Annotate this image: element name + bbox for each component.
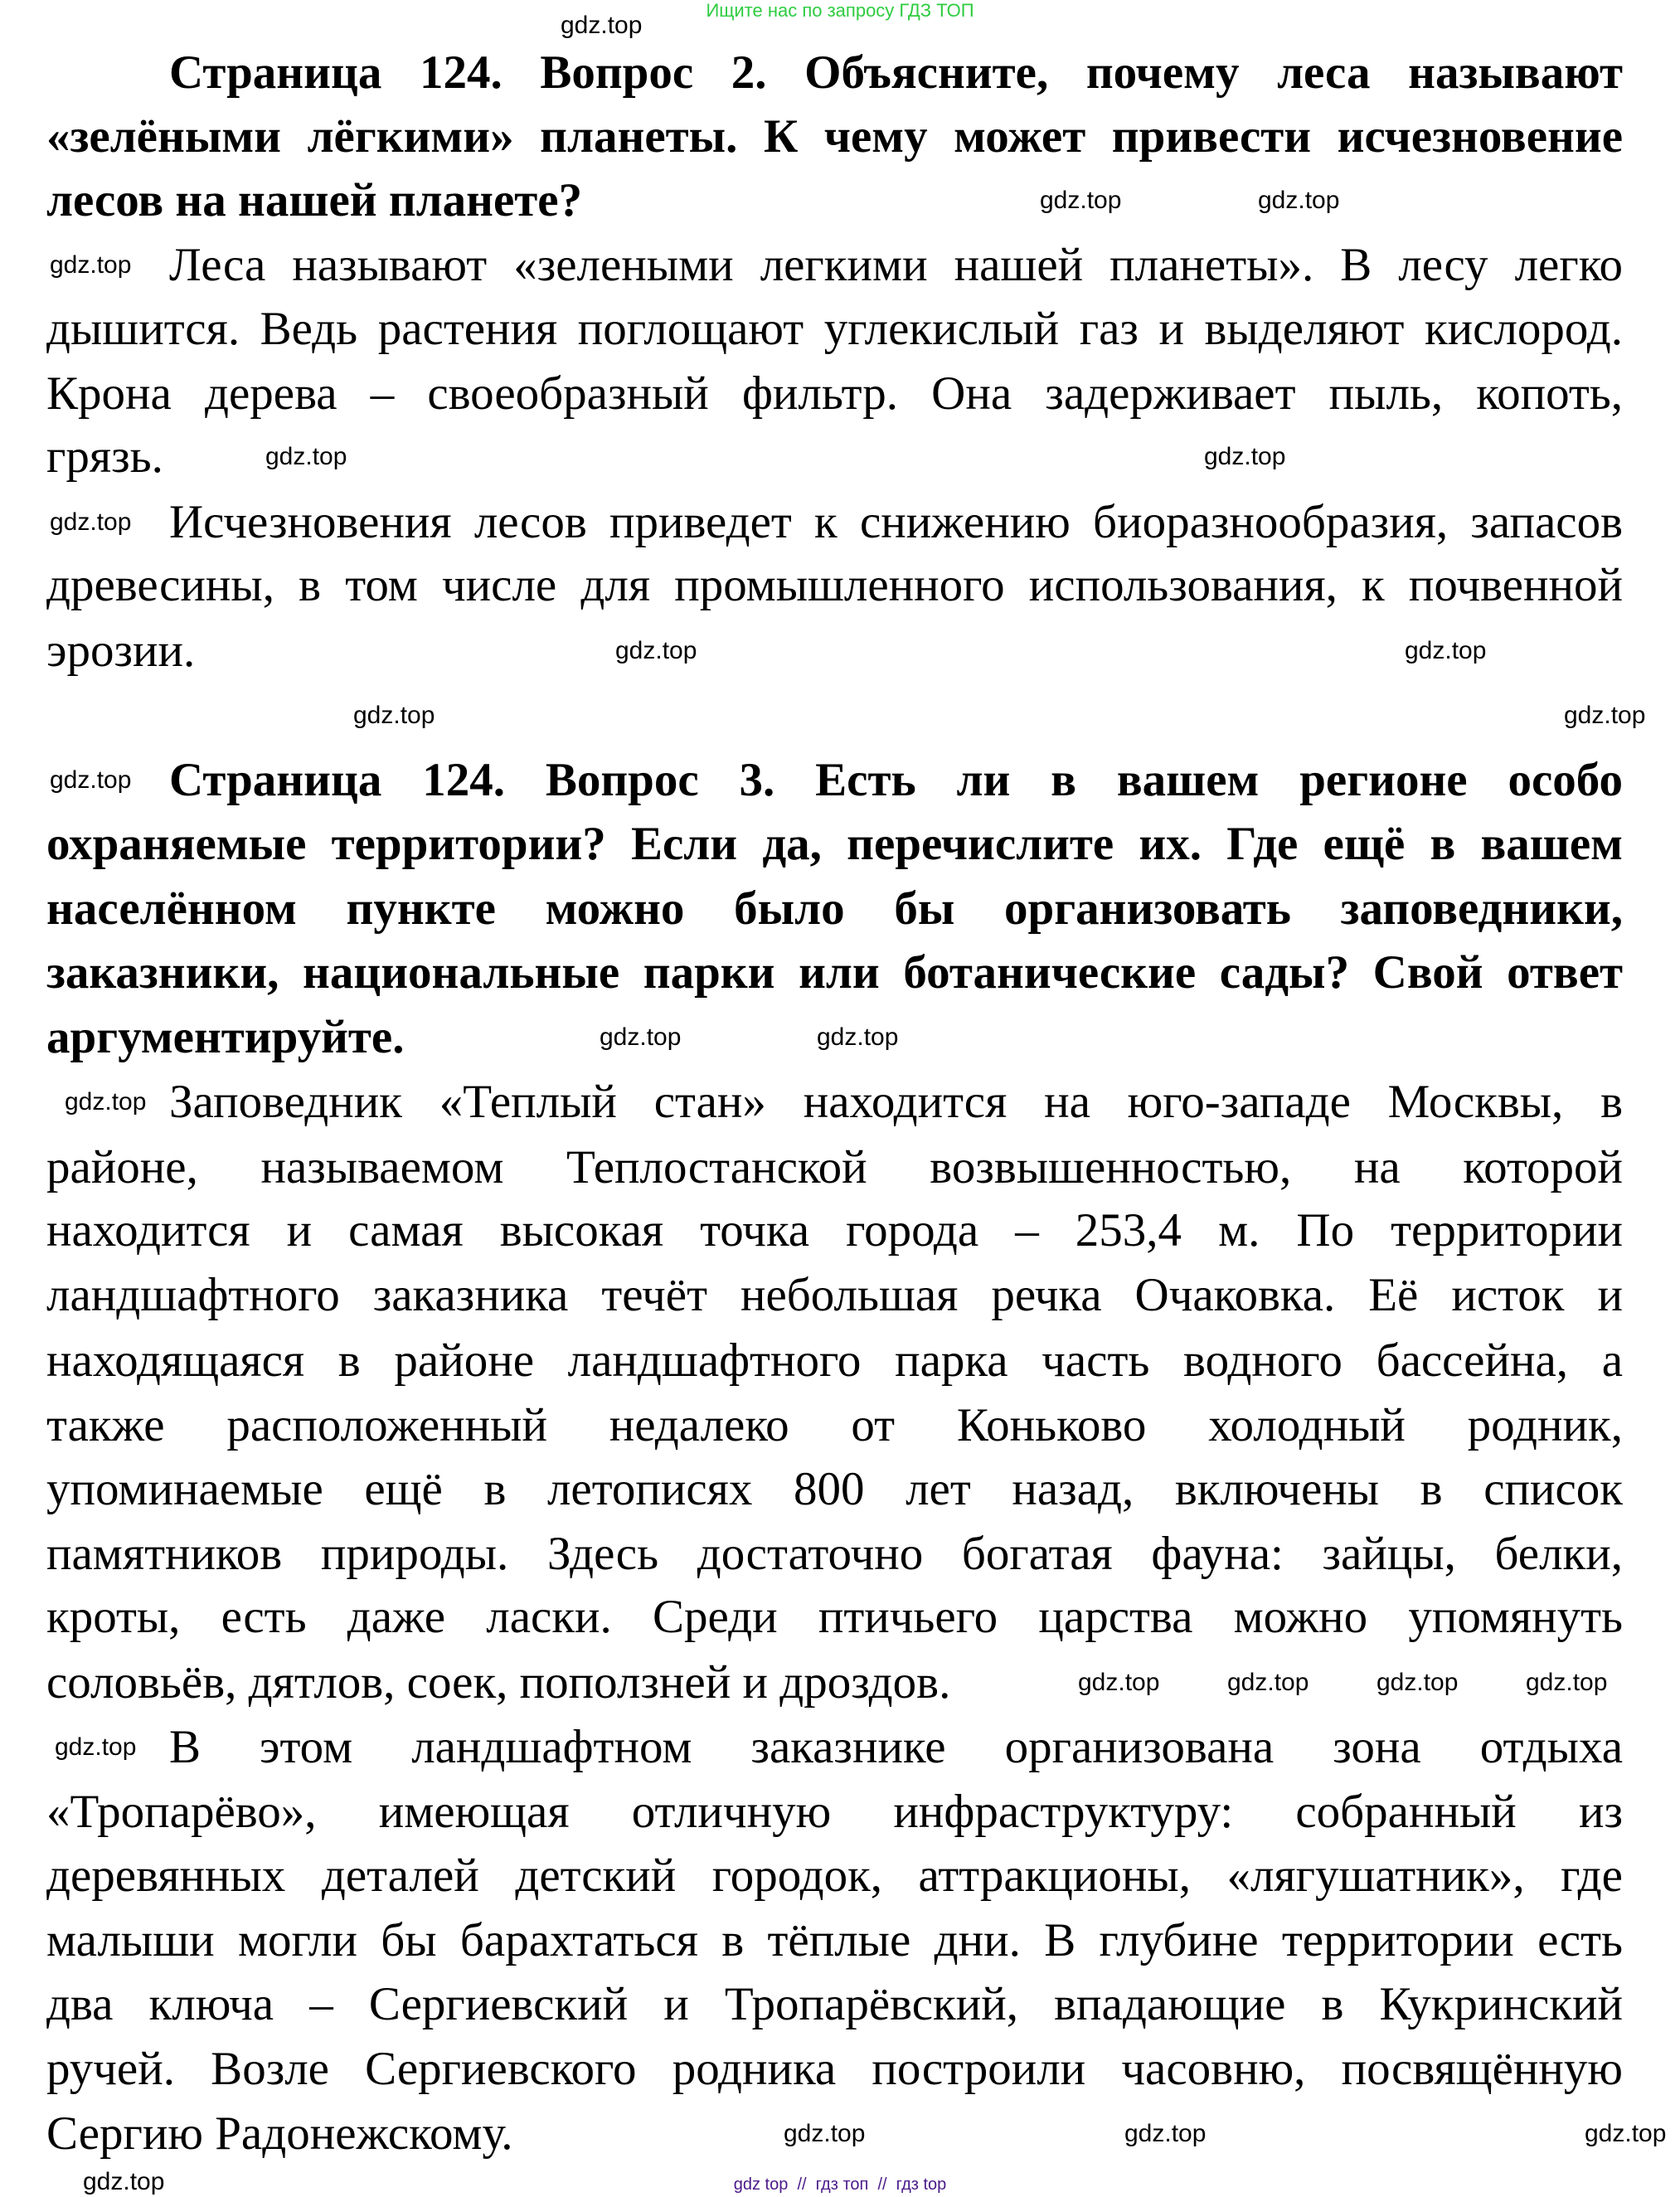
watermark: gdz.top [1258, 187, 1340, 214]
watermark: gdz.top [1564, 702, 1646, 729]
text-line: В этом ландшафтном заказнике организована зона отдыха [169, 1721, 1623, 1773]
text-line: эрозии. [46, 625, 196, 677]
watermark: gdz.top [1227, 1669, 1309, 1696]
watermark: gdz.top [265, 443, 347, 470]
text-line: деревянных деталей детский городок, аттракционы, «лягушатник», где [46, 1849, 1623, 1902]
text-line: грязь. [46, 430, 163, 483]
text-line: лесов на нашей планете? [46, 174, 583, 226]
text-line: Страница 124. Вопрос 2. Объясните, почему леса называют [169, 46, 1623, 99]
text-line: упоминаемые ещё в летописях 800 лет назад, включены в список [46, 1463, 1623, 1515]
text-line: населённом пункте можно было бы организовать заповедники, [46, 882, 1623, 935]
watermark: gdz.top [55, 1733, 137, 1761]
text-line: аргументируйте. [46, 1011, 405, 1063]
text-line: ручей. Возле Сергиевского родника построили часовню, посвящённую [46, 2043, 1623, 2095]
watermark: gdz.top [1585, 2120, 1667, 2147]
text-line: соловьёв, дятлов, соек, поползней и дроздов. [46, 1656, 951, 1709]
watermark: gdz.top [600, 1023, 682, 1051]
watermark: gdz.top [817, 1023, 899, 1051]
text-line: «зелёными лёгкими» планеты. К чему может привести исчезновение [46, 110, 1623, 163]
text-line: находящаяся в районе ландшафтного парка часть водного бассейна, а [46, 1334, 1623, 1387]
text-line: охраняемые территории? Если да, перечислите их. Где ещё в вашем [46, 818, 1623, 870]
text-line: Леса называют «зелеными легкими нашей планеты». В лесу легко [169, 239, 1623, 291]
text-line: памятников природы. Здесь достаточно богатая фауна: зайцы, белки, [46, 1528, 1623, 1580]
text-line: ландшафтного заказника течёт небольшая речка Очаковка. Её исток и [46, 1269, 1623, 1321]
watermark: gdz.top [353, 702, 435, 729]
watermark: gdz.top [1526, 1669, 1608, 1696]
text-line: два ключа – Сергиевский и Тропарёвский, впадающие в Кукринский [46, 1978, 1623, 2030]
search-banner: Ищите нас по запросу ГДЗ ТОП [706, 0, 974, 21]
footer-links: gdz top // гдз топ // гдз top [733, 2175, 947, 2194]
watermark: gdz.top [1204, 443, 1286, 470]
watermark: gdz.top [65, 1088, 147, 1116]
text-line: древесины, в том числе для промышленного использования, к почвенной [46, 559, 1623, 611]
watermark: gdz.top [50, 766, 132, 794]
text-line: кроты, есть даже ласки. Среди птичьего царства можно упомянуть [46, 1591, 1623, 1643]
text-line: Страница 124. Вопрос 3. Есть ли в вашем регионе особо [169, 754, 1623, 806]
watermark: gdz.top [561, 12, 643, 39]
text-line: Исчезновения лесов приведет к снижению биоразнообразия, запасов [169, 496, 1623, 548]
watermark: gdz.top [50, 508, 132, 536]
watermark: gdz.top [1377, 1669, 1459, 1696]
text-line: также расположенный недалеко от Коньково холодный родник, [46, 1399, 1623, 1451]
text-line: Крона дерева – своеобразный фильтр. Она задерживает пыль, копоть, [46, 367, 1623, 420]
text-line: находится и самая высокая точка города – 253,4 м. По территории [46, 1204, 1623, 1256]
text-line: Сергию Радонежскому. [46, 2107, 513, 2160]
watermark: gdz.top [1405, 637, 1487, 664]
text-line: районе, называемом Теплостанской возвышенностью, на которой [46, 1141, 1623, 1193]
text-line: дышится. Ведь растения поглощают углекислый газ и выделяют кислород. [46, 303, 1623, 355]
text-line: «Тропарёво», имеющая отличную инфраструктуру: собранный из [46, 1786, 1623, 1838]
watermark: gdz.top [1040, 187, 1122, 214]
text-line: Заповедник «Теплый стан» находится на юго-западе Москвы, в [169, 1076, 1623, 1128]
text-line: малыши могли бы барахтаться в тёплые дни. В глубине территории есть [46, 1914, 1623, 1966]
watermark: gdz.top [784, 2120, 866, 2147]
watermark: gdz.top [615, 637, 697, 664]
text-line: заказники, национальные парки или ботанические сады? Свой ответ [46, 946, 1623, 999]
watermark: gdz.top [50, 251, 132, 279]
watermark: gdz.top [1078, 1669, 1160, 1696]
watermark: gdz.top [1124, 2120, 1207, 2147]
watermark: gdz.top [83, 2168, 165, 2195]
